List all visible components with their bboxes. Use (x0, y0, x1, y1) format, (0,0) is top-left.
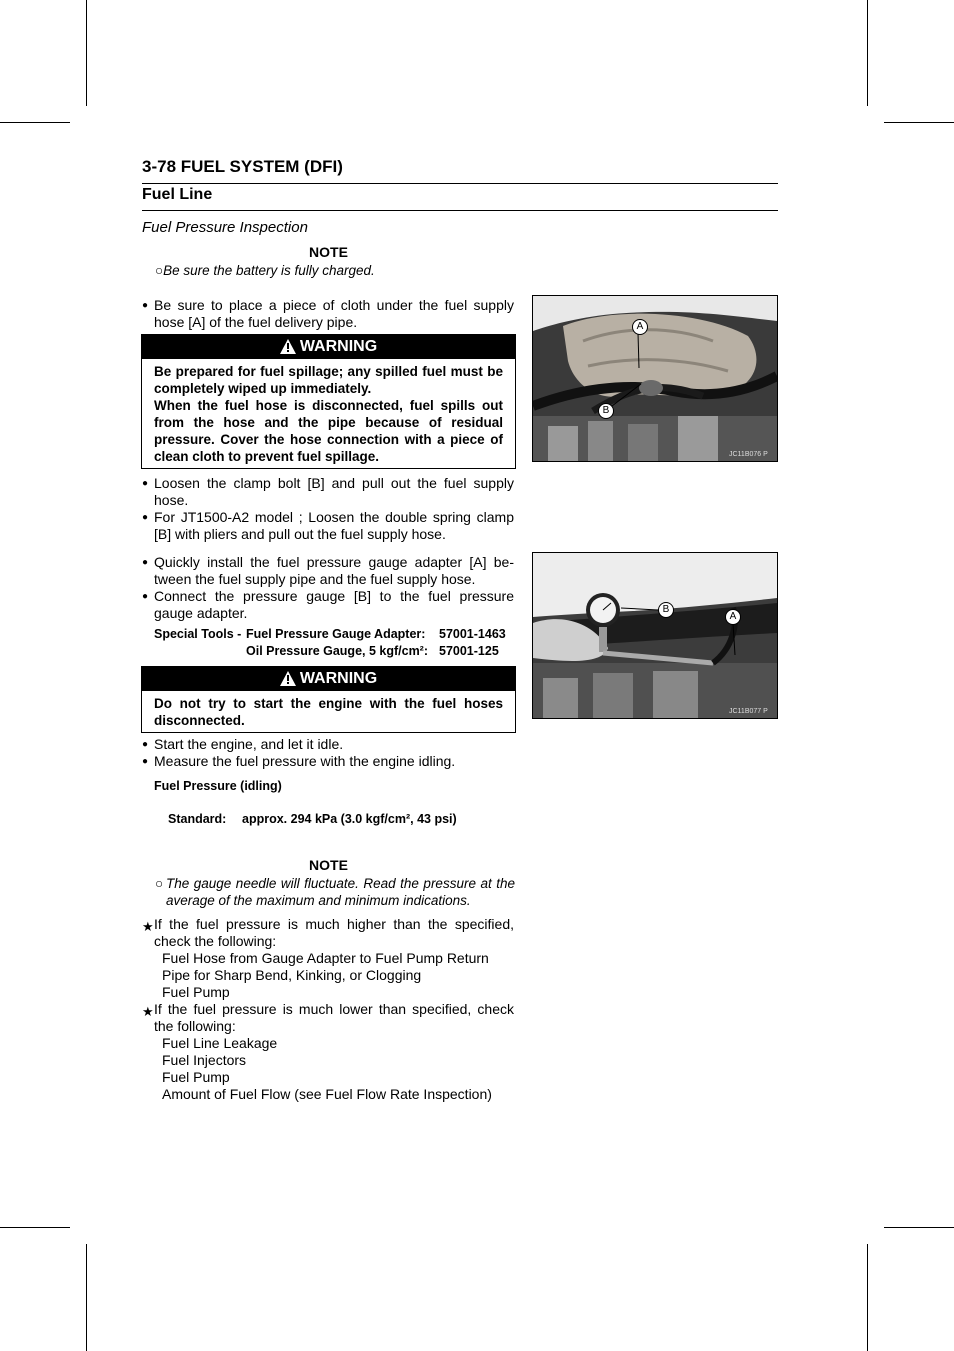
list-item: ● Quickly install the fuel pressure gauge adapter [A] be-tween the fuel supply pipe and the fuel supply hose. (142, 554, 514, 587)
tool-name: Fuel Pressure Gauge Adapter: (246, 627, 426, 641)
callout-a: A (632, 319, 648, 335)
section-title: Fuel Line (142, 186, 213, 203)
spec-heading: Fuel Pressure (idling) (154, 779, 282, 793)
list-item: Fuel Pump (162, 984, 230, 1000)
list-item: Fuel Injectors (162, 1052, 247, 1068)
note-heading: NOTE (309, 857, 348, 873)
bullet-icon: ● (142, 557, 149, 568)
circle-bullet-icon: ○ (155, 876, 164, 891)
crop-mark (884, 1227, 954, 1228)
spec-row (168, 812, 457, 826)
step-list (142, 475, 514, 543)
callout-a: A (725, 609, 741, 625)
subsection-title: Fuel Pressure Inspection (142, 219, 308, 236)
spec-label: Standard: (168, 812, 227, 826)
bullet-icon: ● (142, 478, 149, 489)
tool-number: 57001-125 (439, 644, 499, 658)
crop-mark (867, 0, 868, 106)
callout-b: B (598, 403, 614, 419)
list-item: ★ If the fuel pressure is much lower than specified, check the following: (142, 1001, 514, 1034)
tool-name: Oil Pressure Gauge, 5 kgf/cm²: (246, 644, 429, 658)
list-item: Amount of Fuel Flow (see Fuel Flow Rate Inspection) (162, 1086, 492, 1102)
gauge-photo-image (533, 553, 777, 718)
bullet-icon: ● (142, 739, 149, 750)
list-item: ● Loosen the clamp bolt [B] and pull out the fuel supply hose. (142, 475, 514, 508)
list-item: ● Connect the pressure gauge [B] to the fuel pressure gauge adapter. (142, 588, 514, 621)
list-item: ● For JT1500-A2 model ; Loosen the double spring clamp [B] with pliers and pull out the fuel supply hose. (142, 509, 514, 542)
warning-triangle-icon (280, 339, 296, 354)
list-item: Fuel Line Leakage (162, 1035, 278, 1051)
step-list (142, 554, 514, 622)
list-item: ● Start the engine, and let it idle. (142, 736, 344, 752)
crop-mark (884, 122, 954, 123)
crop-mark (86, 0, 87, 106)
callout-b: B (658, 602, 674, 618)
warning-header: WARNING (142, 667, 515, 691)
note-heading: NOTE (309, 244, 348, 260)
figure-code: JC11B076 P (729, 451, 768, 458)
star-icon: ★ (142, 1004, 154, 1019)
warning-header: WARNING (142, 335, 515, 359)
note-text: ○Be sure the battery is fully charged. (155, 263, 375, 278)
warning-box (141, 334, 516, 469)
warning-text: Do not try to start the engine with the fuel hoses disconnected. (154, 696, 503, 728)
figure-pressure-gauge-photo (532, 552, 778, 719)
bullet-icon: ● (142, 756, 149, 767)
crop-mark (0, 1227, 70, 1228)
special-tools (154, 626, 506, 660)
crop-mark (0, 122, 70, 123)
circle-bullet-icon: ○ (155, 263, 164, 278)
bullet-icon: ● (142, 300, 149, 311)
page-title: 3-78 FUEL SYSTEM (DFI) (142, 157, 343, 176)
list-item: ★ If the fuel pressure is much higher than the specified, check the following: (142, 916, 514, 949)
note-text: ○ The gauge needle will fluctuate. Read the pressure at the average of the maximum and minimum indications. (155, 876, 515, 908)
star-icon: ★ (142, 919, 154, 934)
crop-mark (867, 1244, 868, 1351)
list-item: ● Measure the fuel pressure with the engine idling. (142, 753, 456, 769)
list-item: Fuel Hose from Gauge Adapter to Fuel Pump Return Pipe for Sharp Bend, Kinking, or Clogging (162, 950, 489, 983)
bullet-icon: ● (142, 512, 149, 523)
figure-code: JC11B077 P (729, 708, 768, 715)
list-item: ● Be sure to place a piece of cloth under the fuel supply hose [A] of the fuel delivery pipe. (142, 297, 514, 330)
divider (142, 183, 778, 184)
warning-box (141, 666, 516, 733)
warning-triangle-icon (280, 671, 296, 686)
tool-number: 57001-1463 (439, 627, 506, 641)
crop-mark (86, 1244, 87, 1351)
engine-photo-image (533, 296, 777, 461)
figure-fuel-hose-photo (532, 295, 778, 462)
step-list (142, 297, 514, 331)
step-list (142, 736, 514, 770)
check-list (142, 916, 514, 1103)
special-tools-label: Special Tools - (154, 627, 242, 641)
spec-value: approx. 294 kPa (3.0 kgf/cm², 43 psi) (242, 812, 457, 826)
divider (142, 210, 778, 211)
warning-text: Be prepared for fuel spillage; any spilled fuel must be completely wiped up immediately. When the fuel hose is disconnected, fuel spills out from the hose and the pipe because of residual pressure. Cover the hose connection with a piece of clean cloth to prevent fuel spillage. (154, 364, 503, 464)
list-item: Fuel Pump (162, 1069, 230, 1085)
bullet-icon: ● (142, 591, 149, 602)
